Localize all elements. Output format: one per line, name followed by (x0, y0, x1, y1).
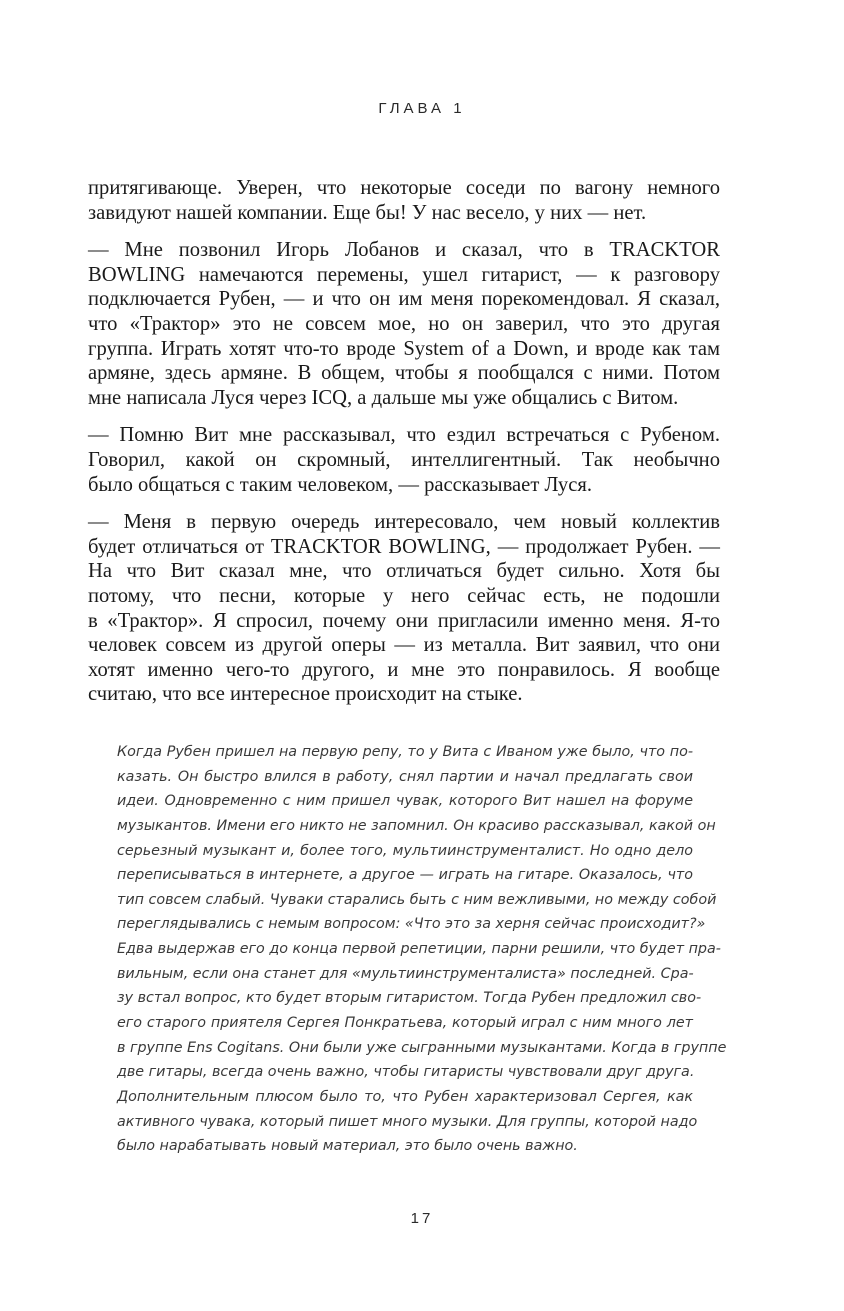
text-line: подключается Рубен, — и что он им меня порекомендовал. Я сказал, (88, 288, 720, 311)
sidebar-line: в группе Ens Cogitans. Они были уже сыгранными музыкантами. Когда в группе (117, 1039, 727, 1056)
text-line: — Мне позвонил Игорь Лобанов и сказал, что в TRACKTOR (88, 239, 720, 262)
text-line: человек совсем из другой оперы — из металла. Вит заявил, что они (88, 634, 720, 657)
sidebar-line: музыкантов. Имени его никто не запомнил. Он красиво рассказывал, какой он (117, 817, 716, 834)
paragraph (88, 238, 720, 410)
sidebar-line: переписываться в интернете, а другое — играть на гитаре. Оказалось, что (117, 867, 693, 884)
text-line: потому, что песни, которые у него сейчас есть, не подошли (88, 584, 720, 607)
paragraph (88, 510, 720, 707)
sidebar-line: Когда Рубен пришел на первую репу, то у Вита с Иваном уже было, что по- (117, 744, 693, 760)
body-text (88, 176, 720, 720)
paragraph (88, 423, 720, 497)
sidebar-line: две гитары, всегда очень важно, чтобы гитаристы чувствовали друг друга. (117, 1064, 695, 1081)
text-line: будет отличаться от TRACKTOR BOWLING, — продолжает Рубен. — (88, 535, 720, 558)
text-line: На что Вит сказал мне, что отличаться будет сильно. Хотя бы (88, 560, 720, 583)
paragraph (88, 176, 720, 225)
text-line: группа. Играть хотят что-то вроде System of a Down, и вроде как там (88, 337, 720, 360)
text-line: армяне, здесь армяне. В общем, чтобы я пообщался с ними. Потом (88, 362, 720, 385)
sidebar-line: Дополнительным плюсом было то, что Рубен характеризовал Сергея, как (117, 1088, 693, 1105)
italic-sidebar-note (117, 740, 727, 1159)
sidebar-line: его старого приятеля Сергея Понкратьева, который играл с ним много лет (117, 1015, 693, 1032)
text-line: притягивающе. Уверен, что некоторые соседи по вагону немного (88, 177, 720, 199)
sidebar-line: серьезный музыкант и, более того, мультиинструменталист. Но одно дело (117, 842, 693, 859)
sidebar-line: Едва выдержав его до конца первой репетиции, парни решили, что будет пра- (117, 941, 721, 958)
sidebar-line: активного чувака, который пишет много музыки. Для группы, которой надо (117, 1113, 698, 1130)
text-line: что «Трактор» это не совсем мое, но он заверил, что это другая (88, 312, 720, 335)
text-line: в «Трактор». Я спросил, почему они пригласили именно меня. Я-то (88, 609, 720, 632)
page-number: 17 (410, 1210, 434, 1227)
sidebar-line: казать. Он быстро влился в работу, снял партии и начал предлагать свои (117, 768, 693, 785)
sidebar-line: тип совсем слабый. Чуваки старались быть с ним вежливыми, но между собой (117, 891, 717, 908)
text-line: Говорил, какой он скромный, интеллигентный. Так необычно (88, 448, 720, 471)
sidebar-line: переглядывались с немым вопросом: «Что это за херня сейчас происходит?» (117, 916, 706, 933)
sidebar-line: идеи. Одновременно с ним пришел чувак, которого Вит нашел на форуме (117, 793, 693, 810)
sidebar-line: было нарабатывать новый материал, это было очень важно. (117, 1138, 578, 1155)
text-line: завидуют нашей компании. Еще бы! У нас весело, у них — нет. (88, 201, 647, 224)
text-line: было общаться с таким человеком, — рассказывает Луся. (88, 473, 592, 496)
running-head: ГЛАВА 1 (378, 100, 466, 117)
sidebar-line: вильным, если она станет для «мультиинструменталиста» последней. Сра- (117, 965, 694, 982)
text-line: хотят именно чего-то другого, и мне это понравилось. Я вообще (88, 658, 720, 681)
sidebar-line: зу встал вопрос, кто будет вторым гитаристом. Тогда Рубен предложил сво- (117, 990, 702, 1007)
text-line: BOWLING намечаются перемены, ушел гитарист, — к разговору (88, 263, 720, 286)
text-line: мне написала Луся через ICQ, а дальше мы уже общались с Витом. (88, 386, 679, 409)
text-line: — Помню Вит мне рассказывал, что ездил встречаться с Рубеном. (88, 424, 720, 447)
text-line: — Меня в первую очередь интересовало, чем новый коллектив (88, 511, 720, 534)
text-line: считаю, что все интересное происходит на стыке. (88, 683, 523, 706)
